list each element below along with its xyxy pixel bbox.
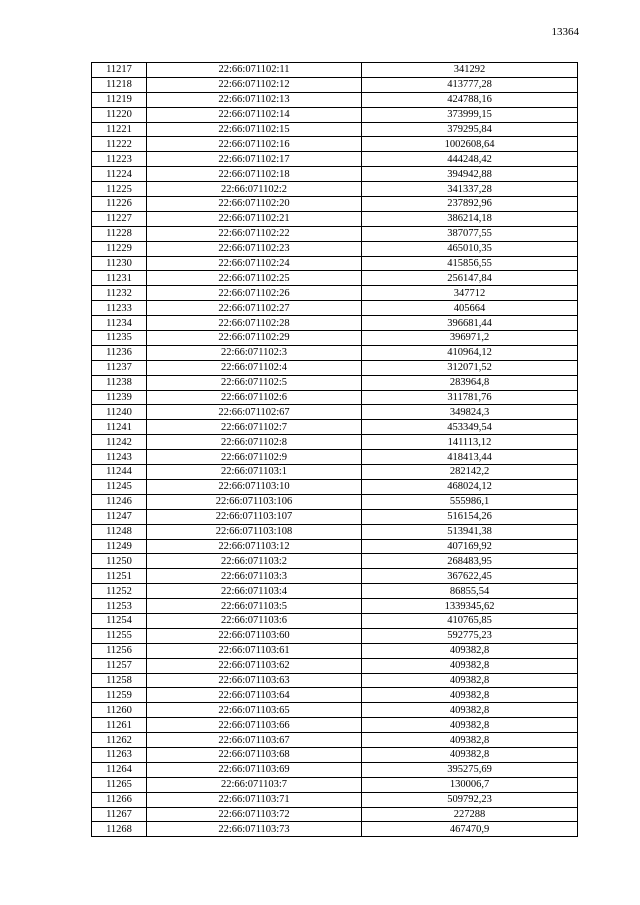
cadastral-value-cell: 373999,15 xyxy=(362,107,578,122)
row-number-cell: 11219 xyxy=(92,92,147,107)
table-row xyxy=(92,747,578,762)
cadastral-number-cell: 22:66:071102:27 xyxy=(147,301,362,316)
cadastral-value-cell: 341292 xyxy=(362,63,578,78)
table-row xyxy=(92,450,578,465)
row-number-cell: 11252 xyxy=(92,584,147,599)
table-row xyxy=(92,688,578,703)
cadastral-number-cell: 22:66:071103:62 xyxy=(147,658,362,673)
row-number-cell: 11250 xyxy=(92,554,147,569)
cadastral-number-cell: 22:66:071102:18 xyxy=(147,167,362,182)
cadastral-number-cell: 22:66:071103:106 xyxy=(147,494,362,509)
table-row xyxy=(92,628,578,643)
cadastral-number-cell: 22:66:071102:23 xyxy=(147,241,362,256)
cadastral-value-cell: 555986,1 xyxy=(362,494,578,509)
row-number-cell: 11260 xyxy=(92,703,147,718)
row-number-cell: 11232 xyxy=(92,286,147,301)
cadastral-value-cell: 141113,12 xyxy=(362,435,578,450)
table-row xyxy=(92,271,578,286)
table-row xyxy=(92,718,578,733)
row-number-cell: 11258 xyxy=(92,673,147,688)
cadastral-value-cell: 413777,28 xyxy=(362,77,578,92)
cadastral-value-table xyxy=(91,62,578,837)
cadastral-number-cell: 22:66:071102:13 xyxy=(147,92,362,107)
table-row xyxy=(92,599,578,614)
table-row xyxy=(92,226,578,241)
row-number-cell: 11233 xyxy=(92,301,147,316)
table-row xyxy=(92,777,578,792)
cadastral-value-cell: 386214,18 xyxy=(362,211,578,226)
row-number-cell: 11229 xyxy=(92,241,147,256)
cadastral-value-cell: 349824,3 xyxy=(362,405,578,420)
cadastral-value-cell: 256147,84 xyxy=(362,271,578,286)
cadastral-value-cell: 409382,8 xyxy=(362,643,578,658)
cadastral-number-cell: 22:66:071103:67 xyxy=(147,733,362,748)
row-number-cell: 11234 xyxy=(92,316,147,331)
cadastral-number-cell: 22:66:071103:61 xyxy=(147,643,362,658)
cadastral-value-cell: 509792,23 xyxy=(362,792,578,807)
cadastral-number-cell: 22:66:071102:14 xyxy=(147,107,362,122)
cadastral-number-cell: 22:66:071102:17 xyxy=(147,152,362,167)
cadastral-number-cell: 22:66:071103:7 xyxy=(147,777,362,792)
cadastral-value-cell: 409382,8 xyxy=(362,703,578,718)
row-number-cell: 11222 xyxy=(92,137,147,152)
row-number-cell: 11244 xyxy=(92,465,147,480)
cadastral-number-cell: 22:66:071102:22 xyxy=(147,226,362,241)
table-row xyxy=(92,792,578,807)
cadastral-value-cell: 1002608,64 xyxy=(362,137,578,152)
cadastral-value-cell: 415856,55 xyxy=(362,256,578,271)
row-number-cell: 11253 xyxy=(92,599,147,614)
row-number-cell: 11240 xyxy=(92,405,147,420)
cadastral-value-cell: 347712 xyxy=(362,286,578,301)
row-number-cell: 11262 xyxy=(92,733,147,748)
cadastral-value-cell: 410964,12 xyxy=(362,345,578,360)
row-number-cell: 11257 xyxy=(92,658,147,673)
cadastral-number-cell: 22:66:071102:16 xyxy=(147,137,362,152)
cadastral-number-cell: 22:66:071102:12 xyxy=(147,77,362,92)
cadastral-value-cell: 282142,2 xyxy=(362,465,578,480)
cadastral-value-cell: 367622,45 xyxy=(362,569,578,584)
row-number-cell: 11245 xyxy=(92,479,147,494)
row-number-cell: 11251 xyxy=(92,569,147,584)
table-row xyxy=(92,92,578,107)
row-number-cell: 11259 xyxy=(92,688,147,703)
table-row xyxy=(92,286,578,301)
cadastral-value-cell: 396971,2 xyxy=(362,331,578,346)
table-row xyxy=(92,107,578,122)
table-row xyxy=(92,137,578,152)
cadastral-value-cell: 130006,7 xyxy=(362,777,578,792)
row-number-cell: 11268 xyxy=(92,822,147,837)
table-row xyxy=(92,301,578,316)
cadastral-number-cell: 22:66:071103:65 xyxy=(147,703,362,718)
cadastral-number-cell: 22:66:071102:29 xyxy=(147,331,362,346)
cadastral-number-cell: 22:66:071102:20 xyxy=(147,197,362,212)
cadastral-value-cell: 379295,84 xyxy=(362,122,578,137)
cadastral-number-cell: 22:66:071103:5 xyxy=(147,599,362,614)
cadastral-number-cell: 22:66:071102:25 xyxy=(147,271,362,286)
row-number-cell: 11223 xyxy=(92,152,147,167)
table-row xyxy=(92,613,578,628)
cadastral-value-cell: 409382,8 xyxy=(362,718,578,733)
row-number-cell: 11239 xyxy=(92,390,147,405)
cadastral-value-cell: 396681,44 xyxy=(362,316,578,331)
table-row xyxy=(92,494,578,509)
cadastral-number-cell: 22:66:071103:6 xyxy=(147,613,362,628)
row-number-cell: 11230 xyxy=(92,256,147,271)
row-number-cell: 11265 xyxy=(92,777,147,792)
table-row xyxy=(92,405,578,420)
row-number-cell: 11246 xyxy=(92,494,147,509)
cadastral-number-cell: 22:66:071103:2 xyxy=(147,554,362,569)
cadastral-number-cell: 22:66:071102:11 xyxy=(147,63,362,78)
table-row xyxy=(92,345,578,360)
row-number-cell: 11249 xyxy=(92,539,147,554)
cadastral-number-cell: 22:66:071103:66 xyxy=(147,718,362,733)
cadastral-number-cell: 22:66:071103:107 xyxy=(147,509,362,524)
cadastral-value-cell: 424788,16 xyxy=(362,92,578,107)
row-number-cell: 11241 xyxy=(92,420,147,435)
cadastral-number-cell: 22:66:071102:4 xyxy=(147,360,362,375)
cadastral-value-cell: 409382,8 xyxy=(362,673,578,688)
table-row xyxy=(92,643,578,658)
table-row xyxy=(92,822,578,837)
row-number-cell: 11231 xyxy=(92,271,147,286)
table-row xyxy=(92,360,578,375)
cadastral-value-cell: 311781,76 xyxy=(362,390,578,405)
cadastral-value-cell: 237892,96 xyxy=(362,197,578,212)
cadastral-number-cell: 22:66:071103:4 xyxy=(147,584,362,599)
cadastral-number-cell: 22:66:071103:1 xyxy=(147,465,362,480)
table-row xyxy=(92,509,578,524)
cadastral-value-cell: 513941,38 xyxy=(362,524,578,539)
cadastral-number-cell: 22:66:071102:2 xyxy=(147,182,362,197)
row-number-cell: 11226 xyxy=(92,197,147,212)
cadastral-number-cell: 22:66:071103:72 xyxy=(147,807,362,822)
row-number-cell: 11227 xyxy=(92,211,147,226)
cadastral-number-cell: 22:66:071103:10 xyxy=(147,479,362,494)
cadastral-number-cell: 22:66:071102:7 xyxy=(147,420,362,435)
table-body xyxy=(92,63,578,837)
table-row xyxy=(92,182,578,197)
table-row xyxy=(92,241,578,256)
cadastral-number-cell: 22:66:071102:9 xyxy=(147,450,362,465)
cadastral-number-cell: 22:66:071103:63 xyxy=(147,673,362,688)
cadastral-number-cell: 22:66:071102:28 xyxy=(147,316,362,331)
cadastral-value-cell: 407169,92 xyxy=(362,539,578,554)
row-number-cell: 11237 xyxy=(92,360,147,375)
cadastral-number-cell: 22:66:071102:67 xyxy=(147,405,362,420)
row-number-cell: 11238 xyxy=(92,375,147,390)
row-number-cell: 11235 xyxy=(92,331,147,346)
table-row xyxy=(92,122,578,137)
cadastral-value-cell: 405664 xyxy=(362,301,578,316)
row-number-cell: 11217 xyxy=(92,63,147,78)
table-row xyxy=(92,479,578,494)
cadastral-number-cell: 22:66:071102:6 xyxy=(147,390,362,405)
table-row xyxy=(92,77,578,92)
row-number-cell: 11225 xyxy=(92,182,147,197)
table-row xyxy=(92,807,578,822)
cadastral-number-cell: 22:66:071102:3 xyxy=(147,345,362,360)
table-row xyxy=(92,167,578,182)
table-row xyxy=(92,762,578,777)
cadastral-value-cell: 283964,8 xyxy=(362,375,578,390)
table-row xyxy=(92,197,578,212)
cadastral-number-cell: 22:66:071102:26 xyxy=(147,286,362,301)
cadastral-value-cell: 409382,8 xyxy=(362,733,578,748)
cadastral-value-cell: 341337,28 xyxy=(362,182,578,197)
cadastral-value-cell: 468024,12 xyxy=(362,479,578,494)
table-row xyxy=(92,703,578,718)
table-row xyxy=(92,673,578,688)
cadastral-number-cell: 22:66:071103:73 xyxy=(147,822,362,837)
cadastral-value-cell: 268483,95 xyxy=(362,554,578,569)
cadastral-value-cell: 86855,54 xyxy=(362,584,578,599)
cadastral-number-cell: 22:66:071103:69 xyxy=(147,762,362,777)
row-number-cell: 11266 xyxy=(92,792,147,807)
cadastral-value-cell: 312071,52 xyxy=(362,360,578,375)
table-row xyxy=(92,63,578,78)
cadastral-number-cell: 22:66:071102:8 xyxy=(147,435,362,450)
cadastral-value-cell: 409382,8 xyxy=(362,688,578,703)
table-row xyxy=(92,465,578,480)
table-row xyxy=(92,584,578,599)
cadastral-number-cell: 22:66:071103:108 xyxy=(147,524,362,539)
cadastral-number-cell: 22:66:071103:3 xyxy=(147,569,362,584)
table-row xyxy=(92,390,578,405)
cadastral-number-cell: 22:66:071102:15 xyxy=(147,122,362,137)
cadastral-number-cell: 22:66:071102:5 xyxy=(147,375,362,390)
cadastral-value-cell: 516154,26 xyxy=(362,509,578,524)
cadastral-number-cell: 22:66:071103:64 xyxy=(147,688,362,703)
table-row xyxy=(92,256,578,271)
cadastral-number-cell: 22:66:071103:68 xyxy=(147,747,362,762)
cadastral-value-cell: 418413,44 xyxy=(362,450,578,465)
cadastral-value-cell: 410765,85 xyxy=(362,613,578,628)
cadastral-value-cell: 465010,35 xyxy=(362,241,578,256)
table-row xyxy=(92,569,578,584)
row-number-cell: 11221 xyxy=(92,122,147,137)
row-number-cell: 11224 xyxy=(92,167,147,182)
row-number-cell: 11256 xyxy=(92,643,147,658)
row-number-cell: 11267 xyxy=(92,807,147,822)
row-number-cell: 11261 xyxy=(92,718,147,733)
table-row xyxy=(92,152,578,167)
cadastral-value-cell: 394942,88 xyxy=(362,167,578,182)
table-row xyxy=(92,554,578,569)
row-number-cell: 11254 xyxy=(92,613,147,628)
row-number-cell: 11242 xyxy=(92,435,147,450)
cadastral-value-cell: 395275,69 xyxy=(362,762,578,777)
cadastral-number-cell: 22:66:071103:12 xyxy=(147,539,362,554)
row-number-cell: 11236 xyxy=(92,345,147,360)
cadastral-value-cell: 467470,9 xyxy=(362,822,578,837)
row-number-cell: 11220 xyxy=(92,107,147,122)
table-row xyxy=(92,211,578,226)
table-row xyxy=(92,420,578,435)
table-row xyxy=(92,539,578,554)
page-number: 13364 xyxy=(551,26,579,38)
cadastral-value-cell: 227288 xyxy=(362,807,578,822)
table-row xyxy=(92,331,578,346)
table-row xyxy=(92,316,578,331)
cadastral-value-cell: 444248,42 xyxy=(362,152,578,167)
row-number-cell: 11248 xyxy=(92,524,147,539)
cadastral-number-cell: 22:66:071103:60 xyxy=(147,628,362,643)
cadastral-value-cell: 409382,8 xyxy=(362,658,578,673)
cadastral-value-cell: 592775,23 xyxy=(362,628,578,643)
table-row xyxy=(92,435,578,450)
table-row xyxy=(92,524,578,539)
row-number-cell: 11255 xyxy=(92,628,147,643)
row-number-cell: 11263 xyxy=(92,747,147,762)
cadastral-value-cell: 1339345,62 xyxy=(362,599,578,614)
row-number-cell: 11243 xyxy=(92,450,147,465)
cadastral-number-cell: 22:66:071102:21 xyxy=(147,211,362,226)
row-number-cell: 11247 xyxy=(92,509,147,524)
cadastral-value-cell: 409382,8 xyxy=(362,747,578,762)
table-row xyxy=(92,658,578,673)
cadastral-number-cell: 22:66:071103:71 xyxy=(147,792,362,807)
row-number-cell: 11218 xyxy=(92,77,147,92)
row-number-cell: 11228 xyxy=(92,226,147,241)
cadastral-value-cell: 453349,54 xyxy=(362,420,578,435)
row-number-cell: 11264 xyxy=(92,762,147,777)
table-row xyxy=(92,375,578,390)
cadastral-value-cell: 387077,55 xyxy=(362,226,578,241)
cadastral-number-cell: 22:66:071102:24 xyxy=(147,256,362,271)
table-row xyxy=(92,733,578,748)
